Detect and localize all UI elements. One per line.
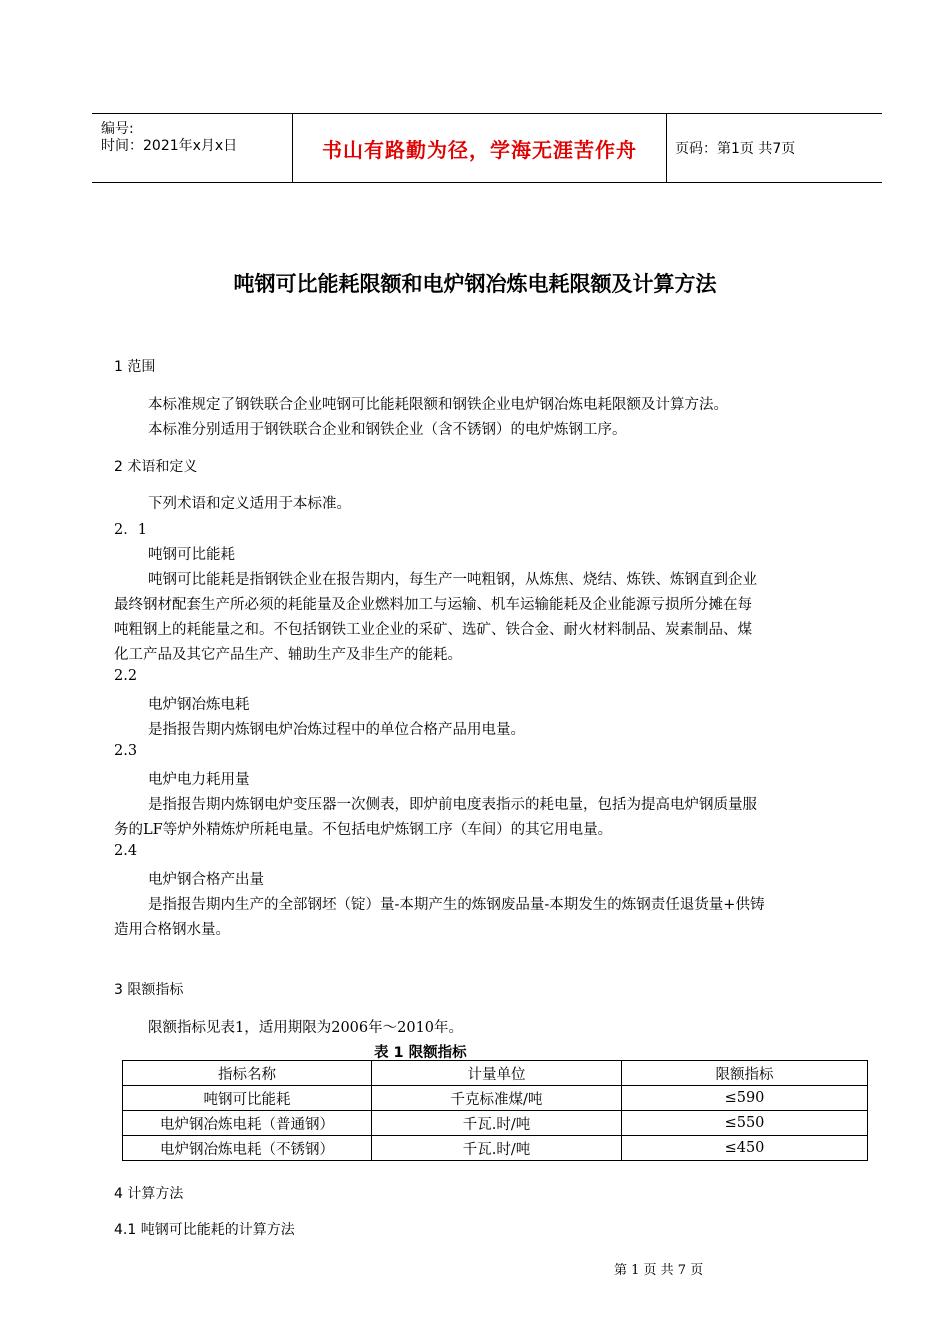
header-page-label: 页码：第1页 共7页 <box>675 141 796 157</box>
table-header-cell: 指标名称 <box>123 1061 372 1086</box>
table-header-cell: 限额指标 <box>622 1061 868 1086</box>
section-2-intro: 下列术语和定义适用于本标准。 <box>148 496 351 512</box>
table-row <box>123 1111 868 1136</box>
table-cell: 千瓦.时/吨 <box>372 1136 622 1161</box>
definition-2-4-line: 造用合格钢水量。 <box>114 922 230 938</box>
section-2-heading: 2 术语和定义 <box>114 459 198 475</box>
document-header <box>92 113 882 183</box>
page-footer: 第 1 页 共 7 页 <box>614 1263 704 1278</box>
table-cell: 电炉钢冶炼电耗（普通钢） <box>123 1111 372 1136</box>
section-3-heading: 3 限额指标 <box>114 982 184 998</box>
definition-2-2-number: 2.2 <box>114 668 138 684</box>
definition-2-2-term: 电炉钢冶炼电耗 <box>148 697 250 713</box>
document-time-label: 时间：2021年x月x日 <box>101 138 238 154</box>
definition-2-1-line: 吨粗钢上的耗能量之和。不包括钢铁工业企业的采矿、选矿、铁合金、耐火材料制品、炭素制品、煤 <box>114 622 752 638</box>
table-cell: 电炉钢冶炼电耗（不锈钢） <box>123 1136 372 1161</box>
limits-table <box>122 1060 868 1161</box>
definition-2-1-number: 2．1 <box>114 522 147 538</box>
header-page-cell <box>666 114 882 182</box>
definition-2-2-line: 是指报告期内炼钢电炉冶炼过程中的单位合格产品用电量。 <box>148 722 525 738</box>
header-motto-cell <box>292 114 667 182</box>
definition-2-4-term: 电炉钢合格产出量 <box>148 872 264 888</box>
table-cell: 千克标准煤/吨 <box>372 1086 622 1111</box>
definition-2-1-term: 吨钢可比能耗 <box>148 547 235 563</box>
definition-2-3-term: 电炉电力耗用量 <box>148 772 250 788</box>
definition-2-3-line: 是指报告期内炼钢电炉变压器一次侧表，即炉前电度表指示的耗电量，包括为提高电炉钢质量服 <box>148 797 757 813</box>
table-header-cell: 计量单位 <box>372 1061 622 1086</box>
table-cell: ≤590 <box>622 1086 868 1111</box>
table-header-row <box>123 1061 868 1086</box>
table-cell: 吨钢可比能耗 <box>123 1086 372 1111</box>
document-number-label: 编号: <box>101 121 134 137</box>
header-motto: 书山有路勤为径，学海无涯苦作舟 <box>322 137 637 162</box>
header-meta <box>92 114 292 182</box>
section-4-1-heading: 4.1 吨钢可比能耗的计算方法 <box>114 1222 295 1238</box>
definition-2-1-line: 最终钢材配套生产所必须的耗能量及企业燃料加工与运输、机车运输能耗及企业能源亏损所分摊在每 <box>114 597 752 613</box>
table-cell: ≤450 <box>622 1136 868 1161</box>
table-row <box>123 1086 868 1111</box>
section-3-intro: 限额指标见表1，适用期限为2006年～2010年。 <box>148 1020 464 1036</box>
table-row <box>123 1136 868 1161</box>
section-1-heading: 1 范围 <box>114 359 156 375</box>
table-cell: ≤550 <box>622 1111 868 1136</box>
section-1-paragraph-1: 本标准规定了钢铁联合企业吨钢可比能耗限额和钢铁企业电炉钢冶炼电耗限额及计算方法。 <box>148 397 728 413</box>
definition-2-4-number: 2.4 <box>114 843 138 859</box>
table-cell: 千瓦.时/吨 <box>372 1111 622 1136</box>
document-title: 吨钢可比能耗限额和电炉钢冶炼电耗限额及计算方法 <box>233 272 717 296</box>
section-1-paragraph-2: 本标准分别适用于钢铁联合企业和钢铁企业（含不锈钢）的电炉炼钢工序。 <box>148 422 627 438</box>
definition-2-3-number: 2.3 <box>114 743 138 759</box>
section-4-heading: 4 计算方法 <box>114 1186 184 1202</box>
definition-2-1-line: 化工产品及其它产品生产、辅助生产及非生产的能耗。 <box>114 647 462 663</box>
table-caption: 表 1 限额指标 <box>374 1045 467 1061</box>
definition-2-3-line: 务的LF等炉外精炼炉所耗电量。不包括电炉炼钢工序（车间）的其它用电量。 <box>114 822 613 838</box>
definition-2-1-line: 吨钢可比能耗是指钢铁企业在报告期内，每生产一吨粗钢，从炼焦、烧结、炼铁、炼钢直到企业 <box>148 572 757 588</box>
definition-2-4-line: 是指报告期内生产的全部钢坯（锭）量-本期产生的炼钢废品量-本期发生的炼钢责任退货量+供铸 <box>148 897 765 913</box>
